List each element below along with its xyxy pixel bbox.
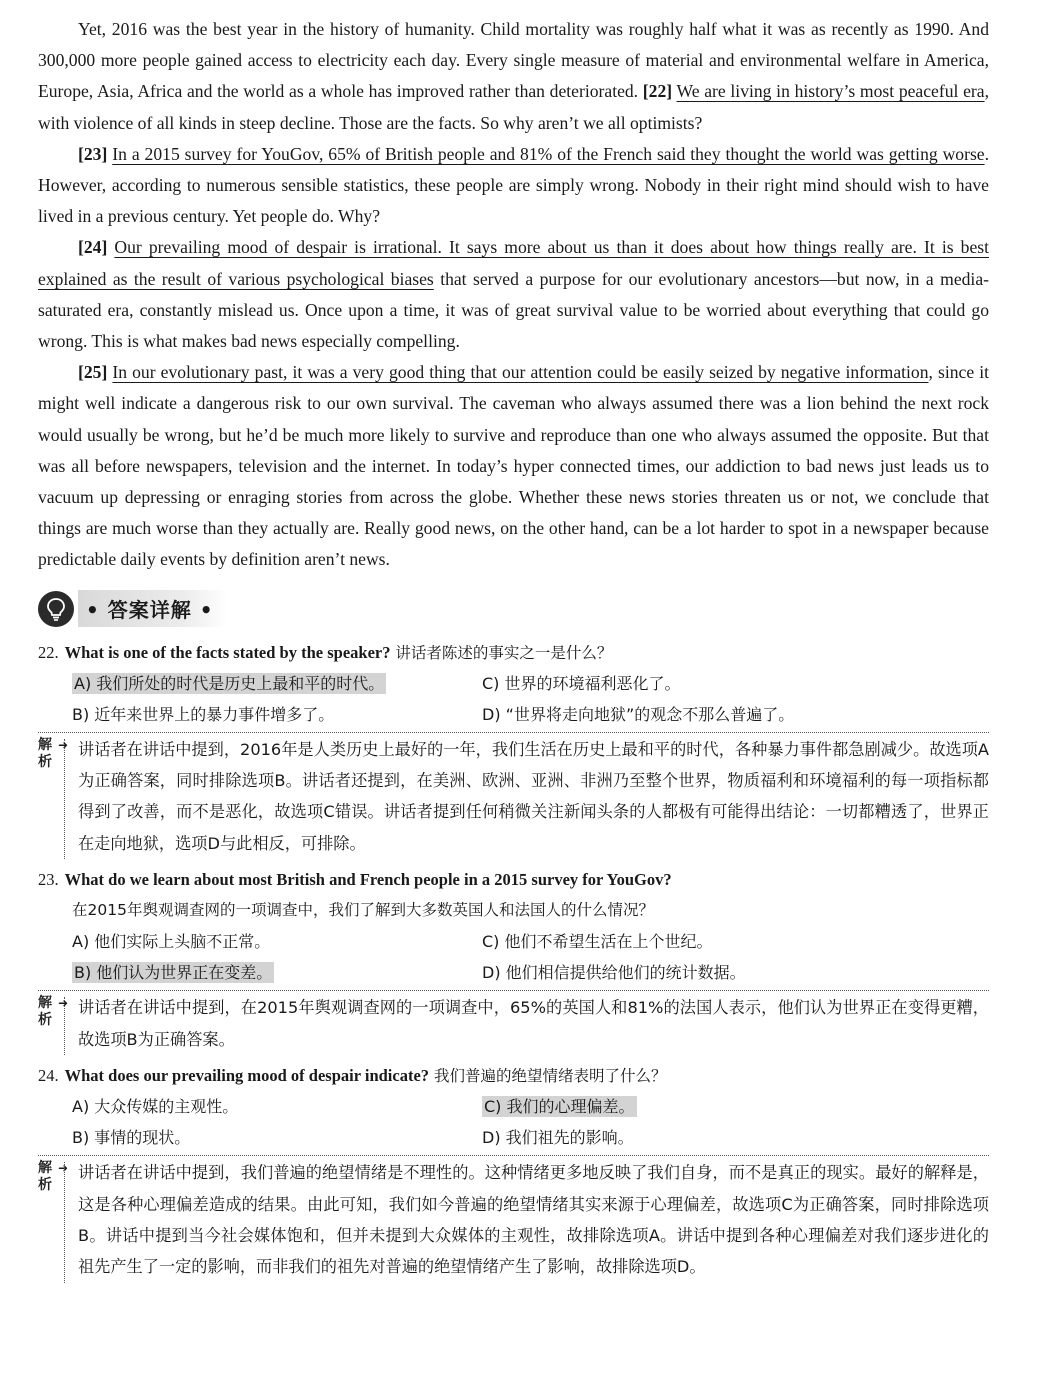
option-d: D) 他们相信提供给他们的统计数据。 [482, 963, 746, 983]
underlined-sentence-24: Our prevailing mood of despair is irrational. It says more about us than it does about how things really are. It is best explained as the result of various psychological biases [38, 237, 989, 289]
option-b: B) 事情的现状。 [72, 1128, 191, 1148]
passage-paragraph-4: [25] In our evolutionary past, it was a very good thing that our attention could be easily seized by negative information, since it might well indicate a dangerous risk to our own survival. The caveman who always assumed there was a lion behind the next rock would usually be wrong, but he’d be much more likely to survive and reproduce than one who always assumed the opposite. But that was all before newspapers, television and the internet. In today’s hyper connected times, our addiction to bad news just leads us to vacuum up depressing or enraging stories from across the globe. Whether these news stories threaten us or not, we conclude that things are much worse than they actually are. Really good news, on the other hand, can be a lot harder to spot in a newspaper because predictable daily events by definition aren’t news. [38, 362, 989, 570]
question-24 [38, 1061, 989, 1285]
answer-section-header [38, 590, 989, 628]
explanation-23: 解 析 ➜ 讲话者在讲话中提到，在2015年舆观调查网的一项调查中，65%的英国人和81%的法国人表示，他们认为世界正在变得更糟，故选项B为正确答案。 [38, 990, 989, 1057]
passage-paragraph-2: [23] In a 2015 survey for YouGov, 65% of British people and 81% of the French said they thought the world was getting worse. However, according to numerous sensible statistics, these people are simply wrong. Nobody in their right mind should wish to have lived in a previous century. Yet people do. Why? [38, 143, 990, 227]
passage [38, 14, 989, 576]
arrow-icon: ➜ [58, 737, 69, 752]
passage-paragraph-3: [24] Our prevailing mood of despair is irrational. It says more about us than it does about how things really are. It is best explained as the result of various psychological biases that served a purpose for our evolutionary ancestors—but now, in a media-saturated era, constantly mislead us. Once upon a time, it was of great survival value to be worried about everything that could go wrong. This is what makes bad news especially compelling. [38, 237, 989, 352]
option-c: C) 他们不希望生活在上个世纪。 [482, 932, 713, 952]
underlined-sentence-23: In a 2015 survey for YouGov, 65% of British people and 81% of the French said they thought the world was getting worse [112, 143, 985, 164]
underlined-sentence-25: In our evolutionary past, it was a very good thing that our attention could be easily seized by negative information [112, 362, 929, 383]
arrow-icon: ➜ [58, 1161, 69, 1176]
section-title: • 答案详解 • [78, 590, 228, 627]
option-a: A) 他们实际上头脑不正常。 [72, 932, 271, 952]
explanation-mark: 解 析 [38, 1160, 52, 1194]
options [38, 668, 989, 730]
option-c: C) 世界的环境福利恶化了。 [482, 673, 681, 693]
options [38, 1091, 989, 1153]
option-d: D) 我们祖先的影响。 [482, 1128, 634, 1148]
question-22 [38, 638, 989, 862]
options [38, 926, 989, 988]
passage-paragraph-1: Yet, 2016 was the best year in the history of humanity. Child mortality was roughly half what it was as recently as 1990. And 300,000 more people gained access to electricity each day. Every single measure of material and environmental welfare in America, Europe, Asia, Africa and the world as a whole has improved rather than deteriorated. [22] We are living in history’s most peaceful era, with violence of all kinds in steep decline. Those are the facts. So why aren’t we all optimists? [38, 19, 989, 133]
question-stem: 22. What is one of the facts stated by the speaker? 讲话者陈述的事实之一是什么？ [38, 642, 613, 662]
lightbulb-icon [38, 591, 74, 627]
explanation-24: 解 析 ➜ 讲话者在讲话中提到，我们普遍的绝望情绪是不理性的。这种情绪更多地反映了我们自身，而不是真正的现实。最好的解释是，这是各种心理偏差造成的结果。由此可知，我们如今普遍的绝望情绪其实来源于心理偏差，故选项C为正确答案，同时排除选项B。讲话中提到当今社会媒体饱和，但并未提到大众媒体的主观性，故排除选项A。讲话中提到各种心理偏差对我们逐步进化的祖先产生了一定的影响，而非我们的祖先对普遍的绝望情绪产生了影响，故排除选项D。 [38, 1155, 989, 1285]
option-b: B) 近年来世界上的暴力事件增多了。 [72, 704, 335, 724]
explanation-mark: 解 析 [38, 736, 52, 770]
question-stem-zh: 在2015年舆观调查网的一项调查中，我们了解到大多数英国人和法国人的什么情况？ [72, 901, 654, 920]
option-a: A) 大众传媒的主观性。 [72, 1097, 239, 1117]
tag-24: [24] [78, 237, 108, 258]
question-23 [38, 865, 989, 1057]
arrow-icon: ➜ [58, 996, 69, 1011]
option-a: A) 我们所处的时代是历史上最和平的时代。 [74, 673, 385, 693]
option-c: C) 我们的心理偏差。 [484, 1097, 635, 1117]
tag-22: [22] [642, 81, 673, 102]
underlined-sentence-22: We are living in history’s most peaceful era [676, 81, 985, 102]
explanation-22: 解 析 ➜ 讲话者在讲话中提到，2016年是人类历史上最好的一年，我们生活在历史上最和平的时代，各种暴力事件都急剧减少。故选项A为正确答案，同时排除选项B。讲话者还提到，在美洲、欧洲、亚洲、非洲乃至整个世界，物质福利和环境福利的每一项指标都得到了改善，而不是恶化，故选项C错误。讲话者提到任何稍微关注新闻头条的人都极有可能得出结论：一切都糟透了，世界正在走向地狱，选项D与此相反，可排除。 [38, 732, 989, 862]
option-b: B) 他们认为世界正在变差。 [74, 963, 273, 983]
option-d: D) “世界将走向地狱”的观念不那么普遍了。 [482, 704, 795, 724]
question-stem: 23. What do we learn about most British and French people in a 2015 survey for YouGov? [38, 870, 672, 890]
explanation-mark: 解 析 [38, 995, 52, 1029]
question-stem: 24. What does our prevailing mood of despair indicate? 我们普遍的绝望情绪表明了什么？ [38, 1066, 667, 1086]
tag-23: [23] [78, 143, 108, 164]
tag-25: [25] [78, 362, 108, 383]
